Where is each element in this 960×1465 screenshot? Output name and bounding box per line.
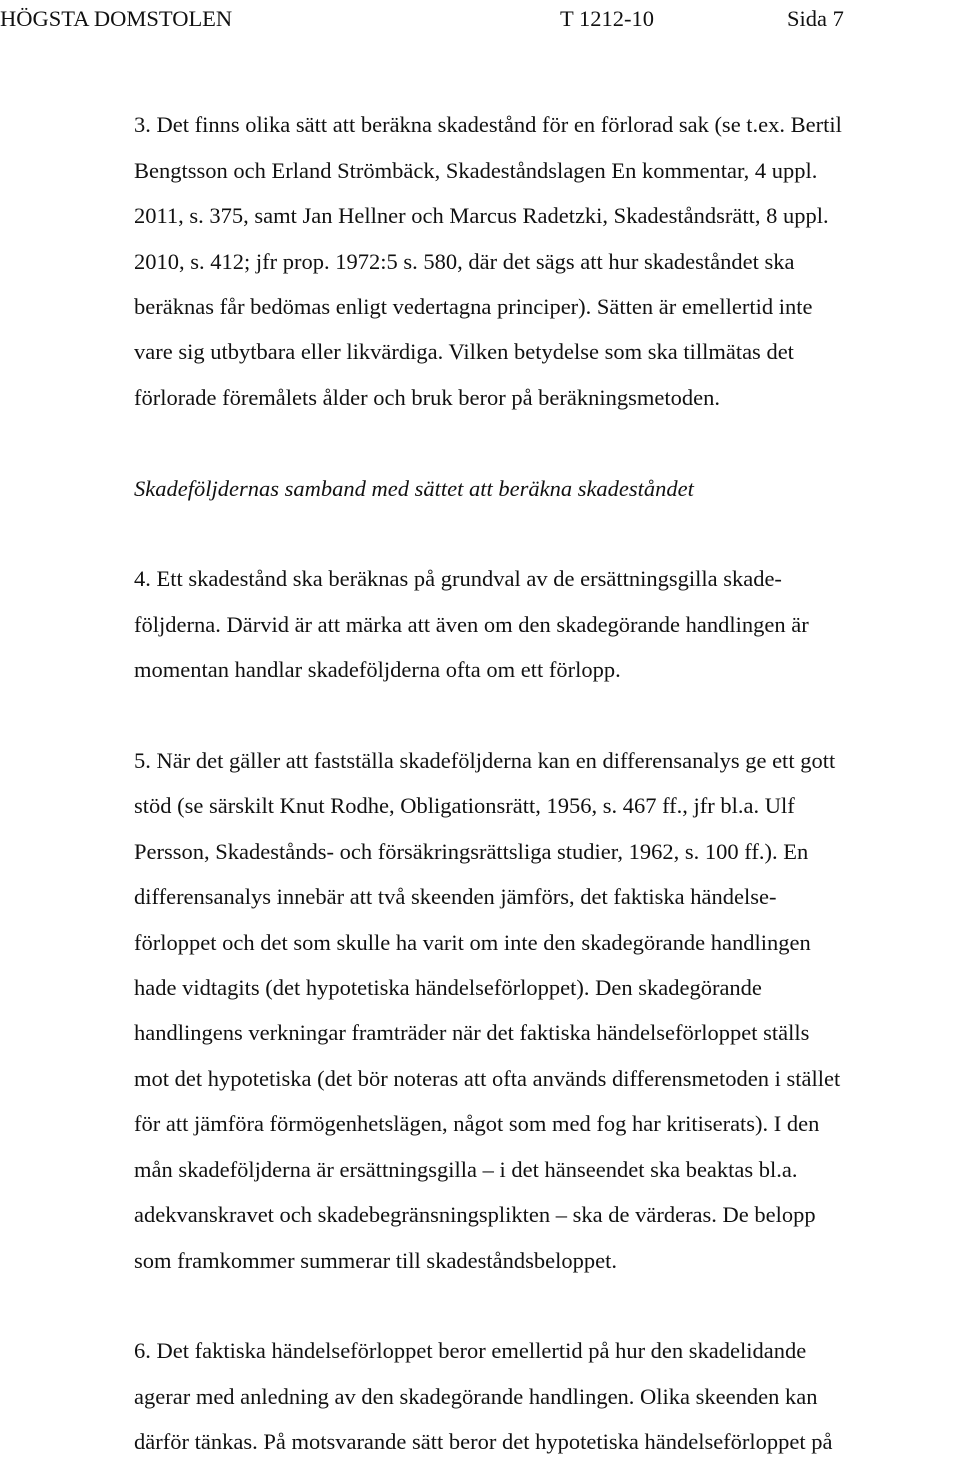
text-line: därför tänkas. På motsvarande sätt beror det hypotetiska händelseförloppet på (134, 1429, 833, 1455)
text-line: 5. När det gäller att fastställa skadeföljderna kan en differensanalys ge ett gott (134, 748, 836, 774)
paragraph-6 (134, 1328, 934, 1464)
text-line: 4. Ett skadestånd ska beräknas på grundval av de ersättningsgilla skade- (134, 566, 782, 592)
text-line: för att jämföra förmögenhetslägen, något som med fog har kritiserats). I den (134, 1111, 820, 1137)
text-line: 6. Det faktiska händelseförloppet beror emellertid på hur den skadelidande (134, 1338, 807, 1364)
paragraph-3 (134, 102, 934, 420)
text-line: stöd (se särskilt Knut Rodhe, Obligationsrätt, 1956, s. 467 ff., jfr bl.a. Ulf (134, 793, 795, 819)
text-line: följderna. Därvid är att märka att även om den skadegörande handlingen är (134, 611, 809, 637)
page-header (0, 2, 960, 36)
text-line: Persson, Skadestånds- och försäkringsrättsliga studier, 1962, s. 100 ff.). En (134, 838, 809, 864)
section-heading: Skadeföljdernas samband med sättet att beräkna skadeståndet (134, 475, 694, 501)
text-line: adekvanskravet och skadebegränsningsplikten – ska de värderas. De belopp (134, 1202, 816, 1228)
paragraph-5 (134, 738, 934, 1283)
text-line: handlingens verkningar framträder när det faktiska händelseförloppet ställs (134, 1020, 810, 1046)
text-line: 2011, s. 375, samt Jan Hellner och Marcus Radetzki, Skadeståndsrätt, 8 uppl. (134, 203, 829, 229)
text-line: mot det hypotetiska (det bör noteras att ofta används differensmetoden i stället (134, 1065, 841, 1091)
text-line: Bengtsson och Erland Strömbäck, Skadeståndslagen En kommentar, 4 uppl. (134, 157, 818, 183)
text-line: förlorade föremålets ålder och bruk beror på beräkningsmetoden. (134, 384, 721, 410)
text-line: mån skadeföljderna är ersättningsgilla – i det hänseendet ska beaktas bl.a. (134, 1156, 798, 1182)
document-body (134, 57, 934, 1465)
text-line: beräknas får bedömas enligt vedertagna principer). Sätten är emellertid inte (134, 294, 813, 320)
text-line: 2010, s. 412; jfr prop. 1972:5 s. 580, där det sägs att hur skadeståndet ska (134, 248, 795, 274)
paragraph-4 (134, 556, 934, 692)
text-line: förloppet och det som skulle ha varit om inte den skadegörande handlingen (134, 929, 811, 955)
case-number: T 1212-10 (560, 6, 654, 31)
text-line: hade vidtagits (det hypotetiska händelseförloppet). Den skadegörande (134, 975, 762, 1001)
page-number: Sida 7 (787, 6, 844, 31)
court-name: HÖGSTA DOMSTOLEN (0, 6, 233, 31)
text-line: vare sig utbytbara eller likvärdiga. Vilken betydelse som ska tillmätas det (134, 339, 794, 365)
text-line: 3. Det finns olika sätt att beräkna skadestånd för en förlorad sak (se t.ex. Bertil (134, 112, 842, 138)
text-line: agerar med anledning av den skadegörande handlingen. Olika skeenden kan (134, 1383, 818, 1409)
text-line: differensanalys innebär att två skeenden jämförs, det faktiska händelse- (134, 884, 777, 910)
text-line: som framkommer summerar till skadeståndsbeloppet. (134, 1247, 618, 1273)
text-line: momentan handlar skadeföljderna ofta om ett förlopp. (134, 657, 621, 683)
